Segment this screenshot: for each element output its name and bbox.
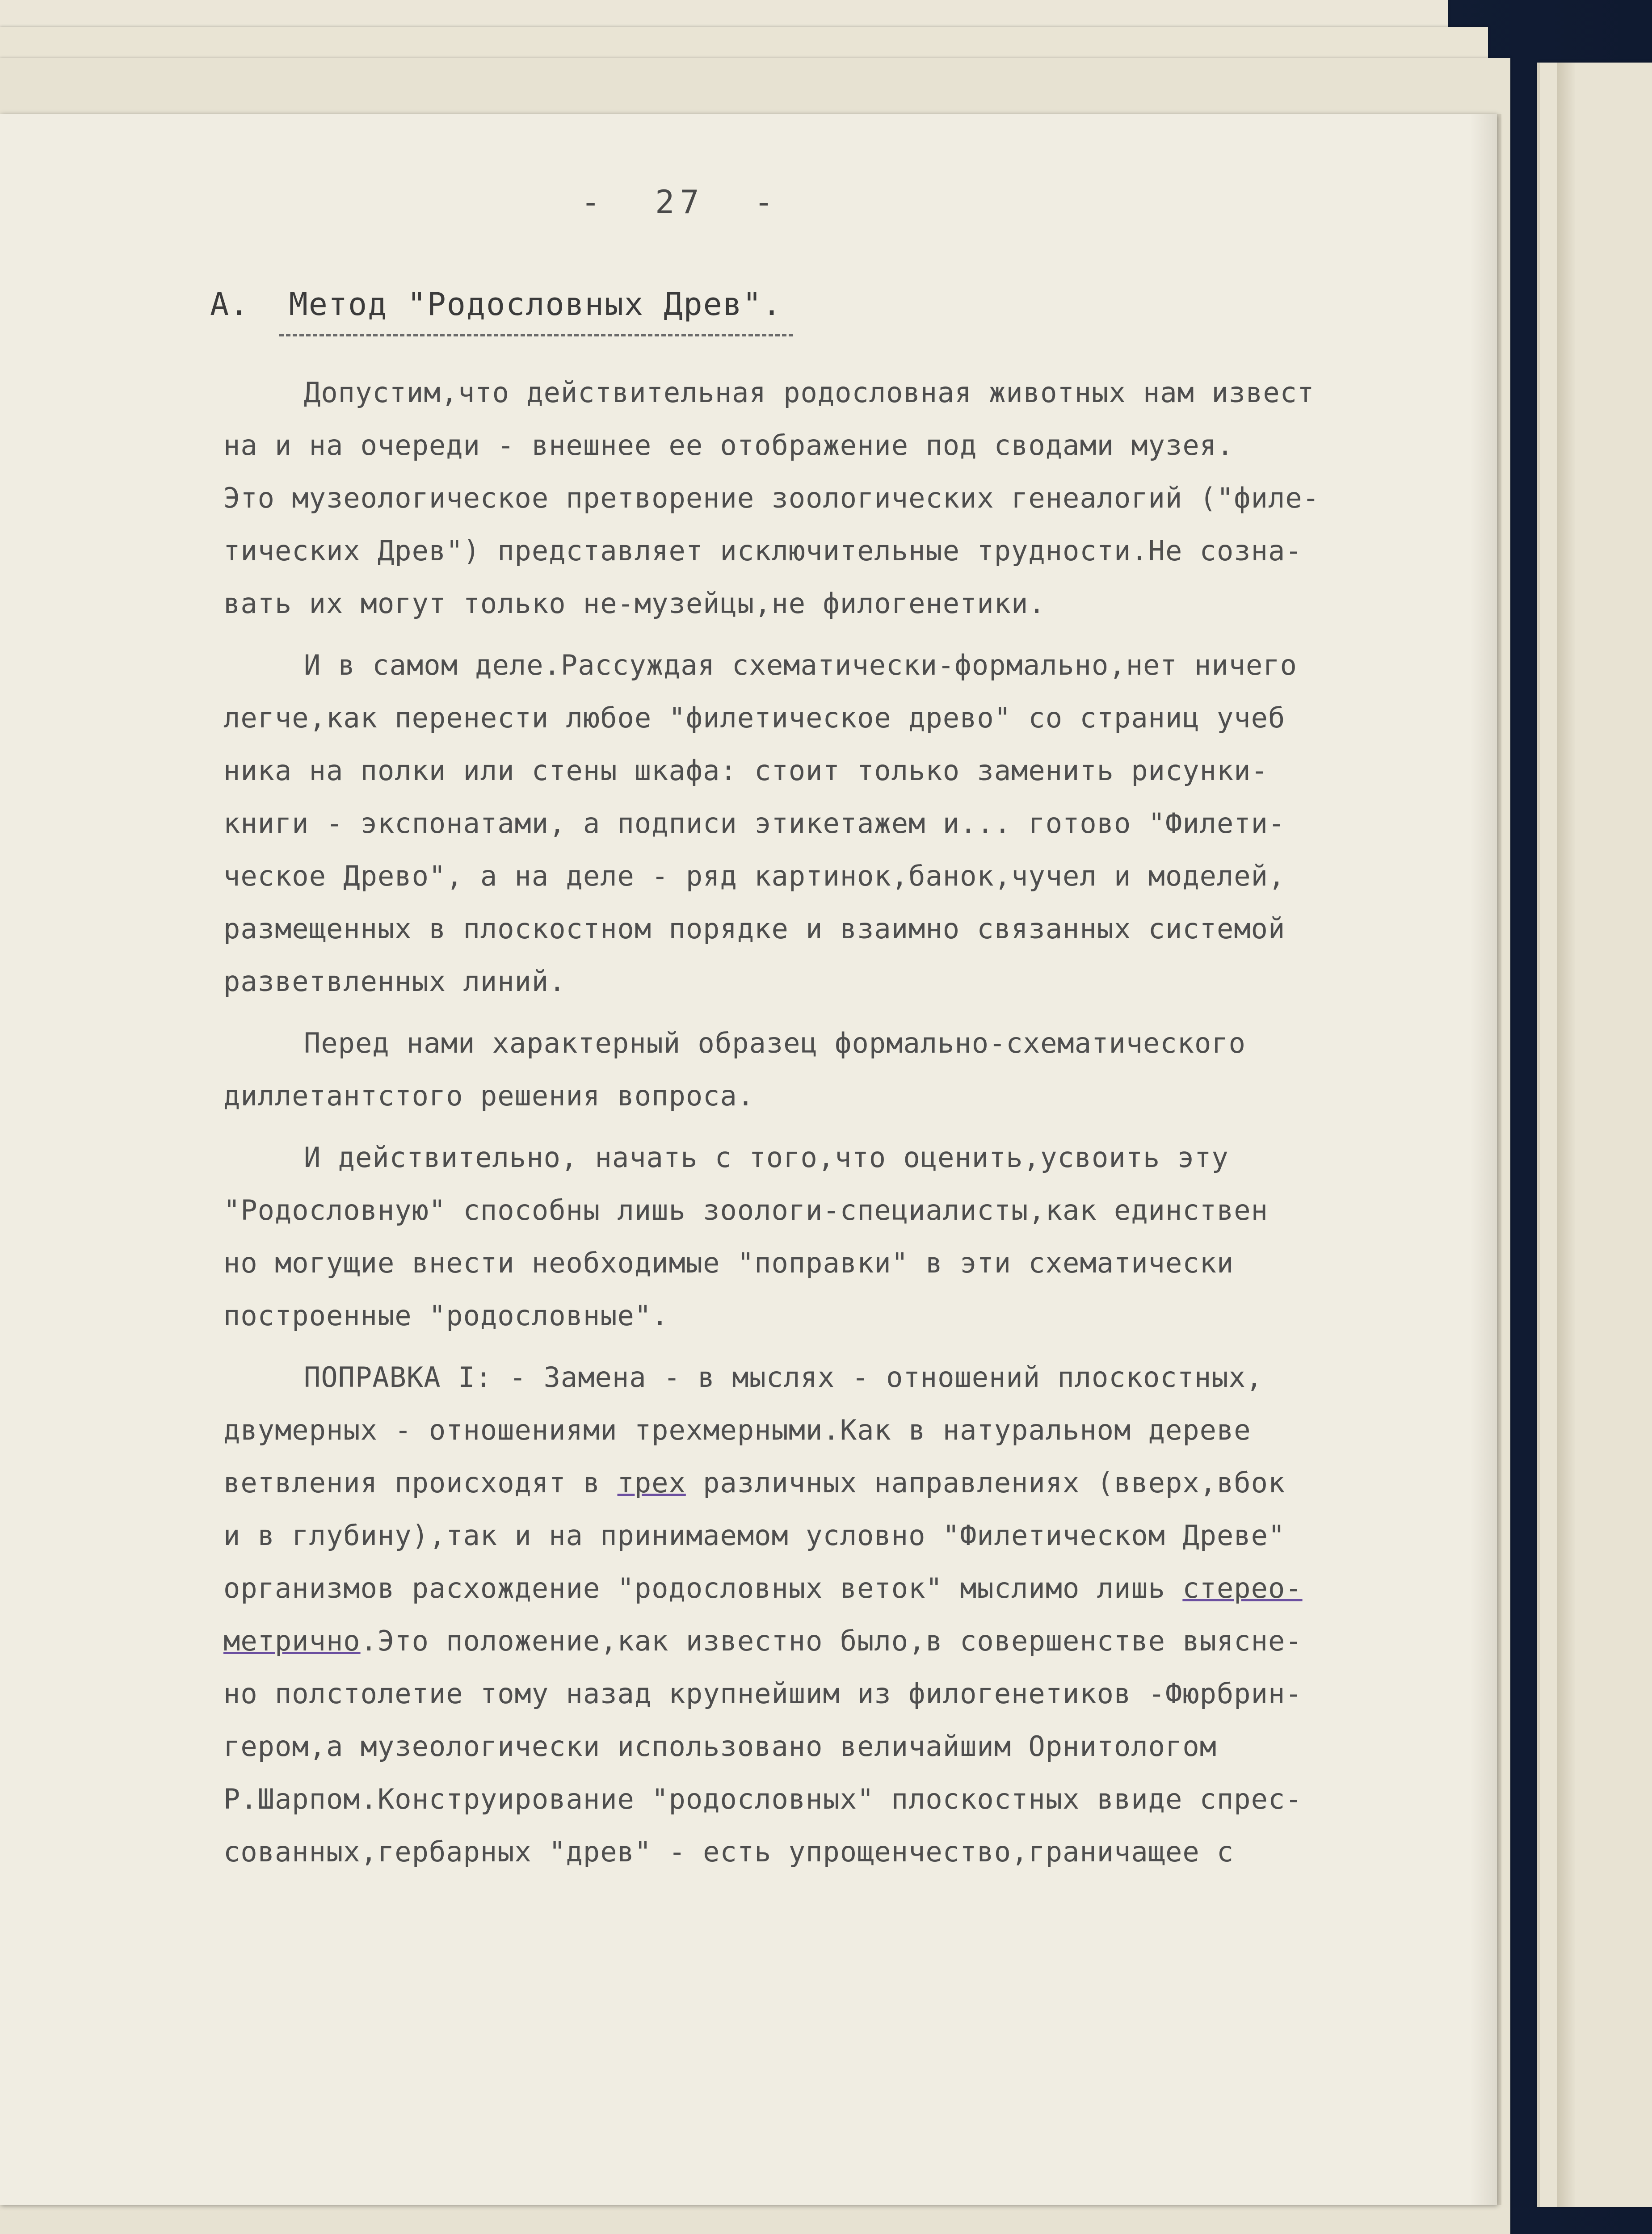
paragraph: И действительно, начать с того,что оценить,усвоить эту "Родословную" способны лишь зоологи-специалисты,как единствен но могущие внести необходимые "поправки" в эти схематически построенные "родословные". [223,1141,1268,1332]
underlined-word: трех [617,1466,686,1499]
section-heading: А. Метод "Родословных Древ". [210,286,782,323]
text-run: .Это положение,как известно было,в совершенстве выясне- но полстолетие тому назад крупнейшим из филогенетиков -Фюрбрин- гером,а музеологически использовано величайшим Орнитологом Р.Шарпом.Конструирование "родословных" плоскостных ввиде спрес- сованных,гербарных "древ" - есть упрощенчество,граничащее с [223,1625,1303,1868]
body-text [223,366,1484,1887]
text-run: ПОПРАВКА I: - Замена - в мыслях - отношений плоскостных, двумерных - отношениями трехмерными.Как в натуральном дереве ветвления происходят в [223,1361,1263,1499]
paragraph: Допустим,что действительная родословная животных нам извест на и на очереди - внешнее ее отображение под сводами музея. Это музеологическое претворение зоологических генеалогий ("филе- тических Древ") представляет исключительные трудности.Не созна- вать их могут только не-музейцы,не филогенетики. [223,376,1320,620]
page-number: - 27 - [581,183,779,221]
underlined-word: стерео- метрично [223,1572,1303,1657]
sheet-fold [1557,63,1575,2207]
adjacent-sheet [1537,63,1652,2207]
paragraph: И в самом деле.Рассуждая схематически-формально,нет ничего легче,как перенести любое "филетическое древо" со страниц учеб ника на полки или стены шкафа: стоит только заменить рисунки- книги - экспонатами, а подписи этикетажем и... готово "Филети- ческое Древо", а на деле - ряд картинок,банок,чучел и моделей, размещенных в плоскостном порядке и взаимно связанных системой разветвленных линий. [223,649,1297,998]
paragraph: Перед нами характерный образец формально-схематического диллетантстого решения вопроса. [223,1027,1246,1112]
paragraph [223,1351,1484,1878]
heading-underline [279,334,793,336]
text-run: различных направлениях (вверх,вбок и в глубину),так и на принимаемом условно "Филетическом Древе" организмов расхождение "родословных веток" мыслимо лишь [223,1466,1286,1604]
